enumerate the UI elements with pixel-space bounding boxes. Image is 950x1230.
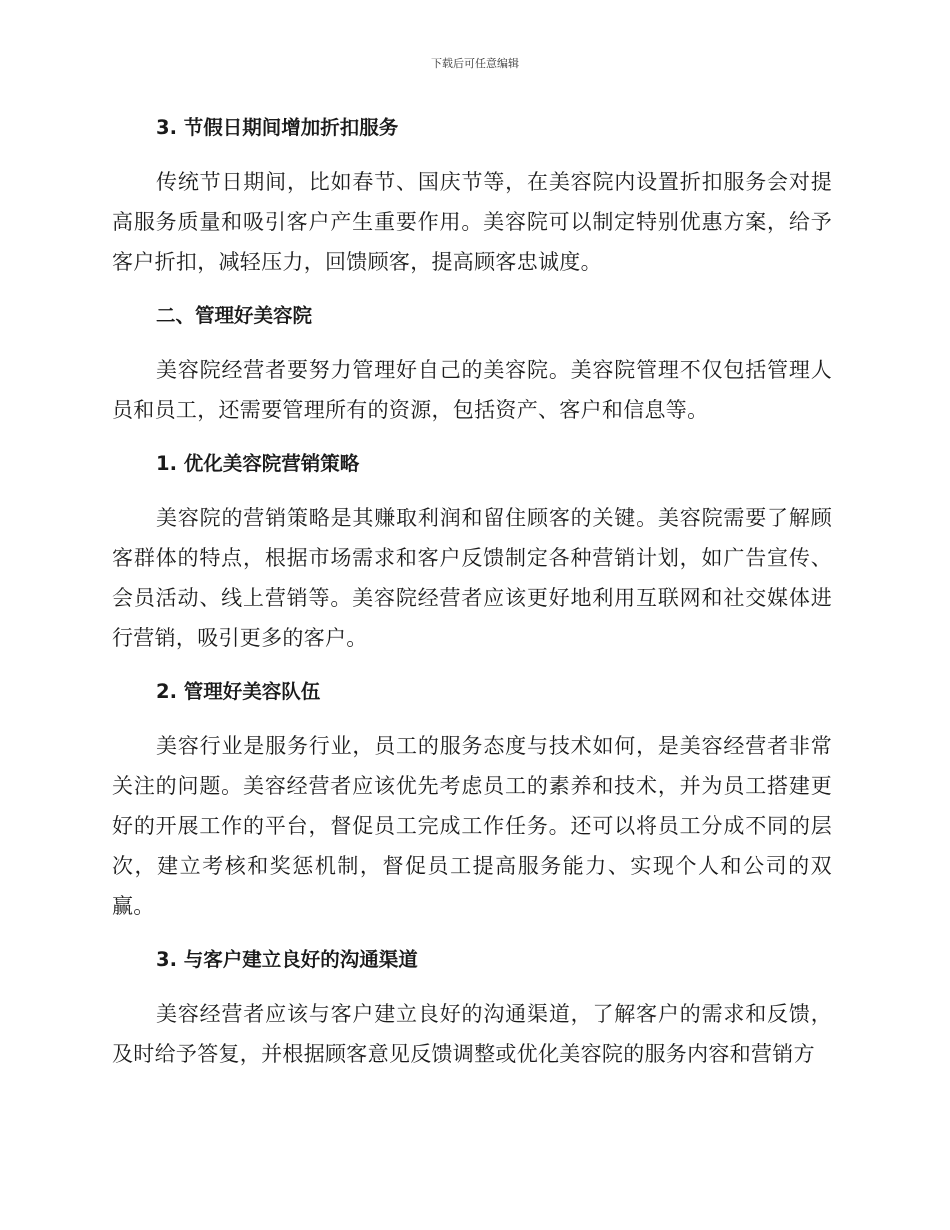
section-heading: 3. 与客户建立良好的沟通渠道 bbox=[156, 948, 418, 971]
section-heading: 1. 优化美容院营销策略 bbox=[156, 452, 360, 475]
page-header-note: 下载后可任意编辑 bbox=[431, 57, 519, 70]
paragraph: 传统节日期间，比如春节、国庆节等，在美容院内设置折扣服务会对提高服务质量和吸引客户产生重要作用。美容院可以制定特别优惠方案，给予客户折扣，减轻压力，回馈顾客，提高顾客忠诚度。 bbox=[112, 170, 832, 274]
paragraph: 美容经营者应该与客户建立良好的沟通渠道，了解客户的需求和反馈，及时给予答复，并根据顾客意见反馈调整或优化美容院的服务内容和营销方 bbox=[112, 1002, 832, 1066]
section-heading: 3. 节假日期间增加折扣服务 bbox=[156, 116, 399, 139]
paragraph: 美容院的营销策略是其赚取利润和留住顾客的关键。美容院需要了解顾客群体的特点，根据市场需求和客户反馈制定各种营销计划，如广告宣传、会员活动、线上营销等。美容院经营者应该更好地利用互联网和社交媒体进行营销，吸引更多的客户。 bbox=[112, 506, 832, 650]
paragraph: 美容行业是服务行业，员工的服务态度与技术如何，是美容经营者非常关注的问题。美容经营者应该优先考虑员工的素养和技术，并为员工搭建更好的开展工作的平台，督促员工完成工作任务。还可以将员工分成不同的层次，建立考核和奖惩机制，督促员工提高服务能力、实现个人和公司的双赢。 bbox=[112, 734, 832, 918]
paragraph: 美容院经营者要努力管理好自己的美容院。美容院管理不仅包括管理人员和员工，还需要管理所有的资源，包括资产、客户和信息等。 bbox=[112, 358, 832, 422]
section-heading: 二、管理好美容院 bbox=[156, 304, 313, 327]
document-body bbox=[112, 108, 832, 1088]
section-heading: 2. 管理好美容队伍 bbox=[156, 680, 321, 703]
